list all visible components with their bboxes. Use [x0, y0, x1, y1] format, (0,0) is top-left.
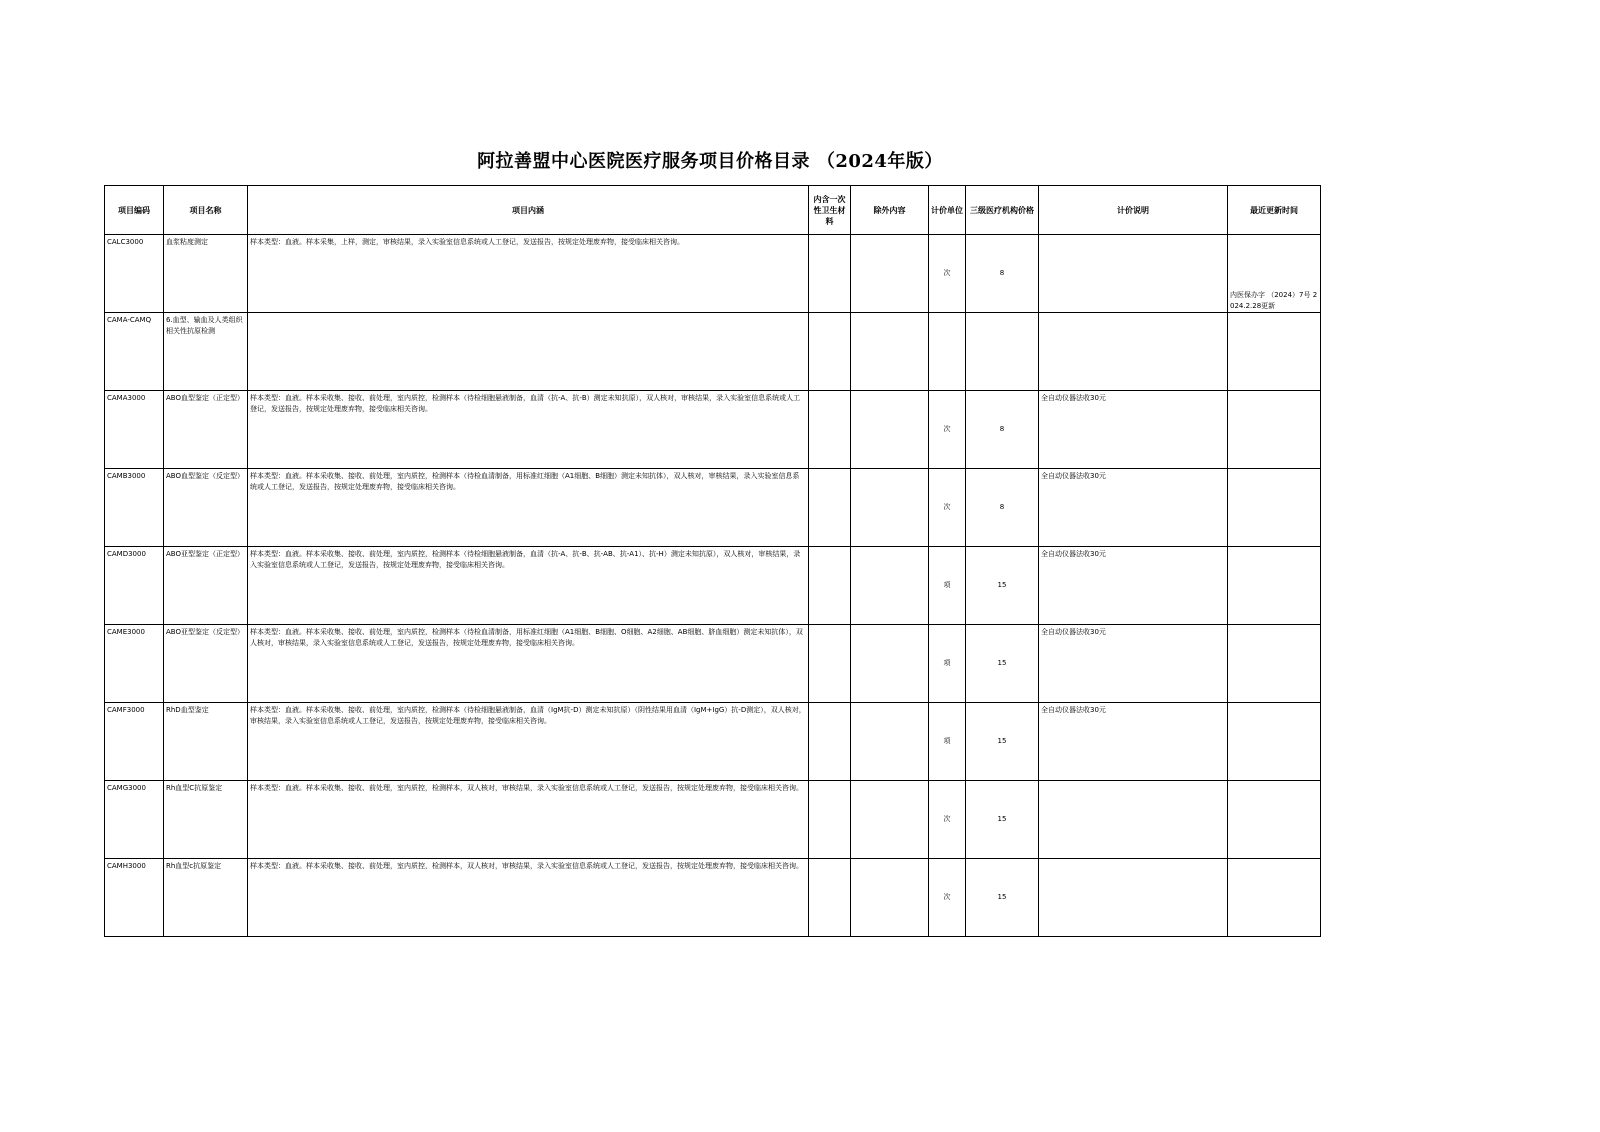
price-text: 8 [999, 425, 1005, 433]
header-content: 项目内涵 [248, 186, 809, 235]
excluded-text [851, 818, 928, 822]
cell-code [105, 469, 164, 547]
code-text: CALC3000 [107, 238, 144, 246]
cell-updated [1228, 625, 1321, 703]
cell-excluded [851, 469, 929, 547]
code-text: CAMD3000 [107, 550, 146, 558]
cell-price [966, 625, 1039, 703]
unit-text: 次 [943, 815, 951, 823]
excluded-text [851, 896, 928, 900]
cell-name [164, 781, 248, 859]
cell-name [164, 703, 248, 781]
table-row [105, 469, 1321, 547]
disposable-text [809, 350, 850, 354]
cell-content [248, 313, 809, 391]
disposable-text [809, 506, 850, 510]
cell-unit [929, 781, 966, 859]
name-text: ABO亚型鉴定（反定型） [166, 628, 244, 636]
table-row [105, 781, 1321, 859]
cell-content [248, 547, 809, 625]
disposable-text [809, 818, 850, 822]
content-text: 样本类型：血液。样本采收集、接收、前处理，室内质控，检测样本（待检血清制备，用标准红细胞（A1细胞、B细胞、O细胞、A2细胞、AB细胞、脐血细胞）测定未知抗体），双人核对，审核结果，录入实验室信息系统或人工登记，发送报告，按规定处理废弃物，接受临床相关咨询。 [250, 628, 803, 647]
cell-disposable [809, 703, 851, 781]
table-header-row [105, 186, 1321, 235]
name-text: Rh血型c抗原鉴定 [166, 862, 222, 870]
cell-disposable [809, 235, 851, 313]
cell-content [248, 235, 809, 313]
price-text: 15 [997, 737, 1007, 745]
cell-name [164, 625, 248, 703]
cell-note [1039, 625, 1228, 703]
price-text: 15 [997, 659, 1007, 667]
code-text: CAMA3000 [107, 394, 146, 402]
code-text: CAME3000 [107, 628, 145, 636]
unit-text: 项 [943, 737, 951, 745]
cell-excluded [851, 625, 929, 703]
cell-code [105, 313, 164, 391]
cell-content [248, 859, 809, 937]
cell-unit [929, 703, 966, 781]
name-text: ABO亚型鉴定（正定型） [166, 550, 244, 558]
page-title: 阿拉善盟中心医院医疗服务项目价格目录 （2024年版） [477, 151, 943, 172]
cell-code [105, 625, 164, 703]
cell-name [164, 391, 248, 469]
cell-note [1039, 313, 1228, 391]
cell-note [1039, 469, 1228, 547]
cell-price [966, 547, 1039, 625]
name-text: ABO血型鉴定（反定型） [166, 472, 244, 480]
note-text [1039, 235, 1227, 239]
code-text: CAMF3000 [107, 706, 145, 714]
note-text: 全自动仪器法收30元 [1041, 628, 1106, 636]
updated-text: 内医保办字 （2024）7号 2024.2.28更新 [1230, 291, 1318, 310]
cell-content [248, 703, 809, 781]
cell-disposable [809, 547, 851, 625]
name-text: ABO血型鉴定（正定型） [166, 394, 244, 402]
cell-updated [1228, 235, 1321, 313]
excluded-text [851, 506, 928, 510]
excluded-text [851, 272, 928, 276]
cell-note [1039, 859, 1228, 937]
cell-note [1039, 235, 1228, 313]
note-text: 全自动仪器法收30元 [1041, 550, 1106, 558]
table-row [105, 313, 1321, 391]
cell-price [966, 859, 1039, 937]
cell-code [105, 235, 164, 313]
price-table [104, 185, 1321, 937]
name-text: RhD血型鉴定 [166, 706, 209, 714]
cell-note [1039, 547, 1228, 625]
cell-disposable [809, 859, 851, 937]
header-note: 计价说明 [1039, 186, 1228, 235]
price-text: 15 [997, 815, 1007, 823]
unit-text: 次 [943, 425, 951, 433]
cell-content [248, 625, 809, 703]
cell-name [164, 859, 248, 937]
name-text: 6.血型、输血及人类组织相关性抗原检测 [166, 316, 243, 335]
cell-unit [929, 391, 966, 469]
note-text [1039, 781, 1227, 785]
unit-text: 次 [943, 893, 951, 901]
content-text: 样本类型：血液。样本采集，上样，测定，审核结果，录入实验室信息系统或人工登记，发送报告，按规定处理废弃物，接受临床相关咨询。 [250, 238, 684, 246]
cell-disposable [809, 625, 851, 703]
table-row [105, 703, 1321, 781]
code-text: CAMG3000 [107, 784, 146, 792]
content-text: 样本类型：血液。样本采收集、接收、前处理，室内质控，检测样本，双人核对，审核结果，录入实验室信息系统或人工登记，发送报告，按规定处理废弃物，接受临床相关咨询。 [250, 784, 803, 792]
content-text: 样本类型：血液。样本采收集、接收、前处理，室内质控，检测样本（待检细胞悬液制备，血清（IgM抗-D）测定未知抗原）（阴性结果用血清（IgM+IgG）抗-D测定），双人核对，审核结果，录入实验室信息系统或人工登记，发送报告，按规定处理废弃物，接受临床相关咨询。 [250, 706, 806, 725]
cell-code [105, 703, 164, 781]
unit-text: 次 [943, 503, 951, 511]
disposable-text [809, 896, 850, 900]
excluded-text [851, 428, 928, 432]
cell-disposable [809, 313, 851, 391]
cell-content [248, 469, 809, 547]
price-text: 8 [999, 269, 1005, 277]
cell-excluded [851, 313, 929, 391]
unit-text: 项 [943, 659, 951, 667]
content-text: 样本类型：血液。样本采收集、接收、前处理，室内质控，检测样本（待检细胞悬液制备，血清（抗-A、抗-B、抗-AB、抗-A1）、抗-H）测定未知抗原），双人核对，审核结果，录入实验室信息系统或人工登记，发送报告，按规定处理废弃物，接受临床相关咨询。 [250, 550, 801, 569]
cell-updated [1228, 859, 1321, 937]
cell-price [966, 391, 1039, 469]
updated-text [1228, 934, 1320, 936]
header-name: 项目名称 [164, 186, 248, 235]
excluded-text [851, 350, 928, 354]
cell-name [164, 547, 248, 625]
cell-unit [929, 859, 966, 937]
disposable-text [809, 740, 850, 744]
header-price: 三级医疗机构价格 [966, 186, 1039, 235]
header-code: 项目编码 [105, 186, 164, 235]
cell-unit [929, 235, 966, 313]
table-row [105, 235, 1321, 313]
cell-price [966, 703, 1039, 781]
price-text: 15 [997, 893, 1007, 901]
cell-unit [929, 469, 966, 547]
name-text: 血浆粘度测定 [166, 238, 208, 246]
cell-note [1039, 391, 1228, 469]
cell-content [248, 391, 809, 469]
cell-code [105, 391, 164, 469]
cell-excluded [851, 703, 929, 781]
table-row [105, 625, 1321, 703]
note-text: 全自动仪器法收30元 [1041, 394, 1106, 402]
excluded-text [851, 662, 928, 666]
note-text: 全自动仪器法收30元 [1041, 472, 1106, 480]
note-text [1039, 859, 1227, 863]
disposable-text [809, 428, 850, 432]
unit-text [929, 350, 965, 354]
code-text: CAMB3000 [107, 472, 146, 480]
disposable-text [809, 662, 850, 666]
cell-excluded [851, 547, 929, 625]
cell-name [164, 469, 248, 547]
cell-content [248, 781, 809, 859]
cell-name [164, 313, 248, 391]
cell-excluded [851, 391, 929, 469]
cell-note [1039, 703, 1228, 781]
excluded-text [851, 584, 928, 588]
cell-unit [929, 625, 966, 703]
unit-text: 次 [943, 269, 951, 277]
code-text: CAMA-CAMQ [107, 316, 152, 324]
cell-updated [1228, 781, 1321, 859]
disposable-text [809, 584, 850, 588]
cell-updated [1228, 547, 1321, 625]
cell-code [105, 547, 164, 625]
header-unit: 计价单位 [929, 186, 966, 235]
cell-disposable [809, 781, 851, 859]
cell-updated [1228, 469, 1321, 547]
content-text: 样本类型：血液。样本采收集、接收、前处理，室内质控，检测样本，双人核对，审核结果，录入实验室信息系统或人工登记，发送报告，按规定处理废弃物，接受临床相关咨询。 [250, 862, 803, 870]
price-text [966, 350, 1038, 354]
cell-price [966, 781, 1039, 859]
cell-updated [1228, 391, 1321, 469]
cell-disposable [809, 469, 851, 547]
excluded-text [851, 740, 928, 744]
cell-disposable [809, 391, 851, 469]
header-updated: 最近更新时间 [1228, 186, 1321, 235]
unit-text: 项 [943, 581, 951, 589]
cell-excluded [851, 859, 929, 937]
cell-price [966, 235, 1039, 313]
content-text: 样本类型：血液。样本采收集、接收、前处理，室内质控，检测样本（待检血清制备，用标准红细胞（A1细胞、B细胞）测定未知抗体），双人核对，审核结果，录入实验室信息系统或人工登记，发送报告，按规定处理废弃物，接受临床相关咨询。 [250, 472, 800, 491]
name-text: Rh血型C抗原鉴定 [166, 784, 223, 792]
price-text: 15 [997, 581, 1007, 589]
cell-unit [929, 547, 966, 625]
content-text: 样本类型：血液。样本采收集、接收、前处理，室内质控，检测样本（待检细胞悬液制备，血清（抗-A、抗-B）测定未知抗原），双人核对，审核结果，录入实验室信息系统或人工登记，发送报告，按规定处理废弃物，接受临床相关咨询。 [250, 394, 801, 413]
table-row [105, 547, 1321, 625]
cell-price [966, 313, 1039, 391]
table-row [105, 859, 1321, 937]
table-row [105, 391, 1321, 469]
cell-code [105, 781, 164, 859]
cell-updated [1228, 703, 1321, 781]
cell-excluded [851, 235, 929, 313]
header-disposable: 内含一次性卫生材料 [809, 186, 851, 235]
price-text: 8 [999, 503, 1005, 511]
cell-updated [1228, 313, 1321, 391]
header-excluded: 除外内容 [851, 186, 929, 235]
cell-excluded [851, 781, 929, 859]
cell-unit [929, 313, 966, 391]
cell-name [164, 235, 248, 313]
note-text [1039, 313, 1227, 317]
content-text [248, 313, 808, 317]
cell-code [105, 859, 164, 937]
cell-note [1039, 781, 1228, 859]
note-text: 全自动仪器法收30元 [1041, 706, 1106, 714]
cell-price [966, 469, 1039, 547]
code-text: CAMH3000 [107, 862, 146, 870]
disposable-text [809, 272, 850, 276]
